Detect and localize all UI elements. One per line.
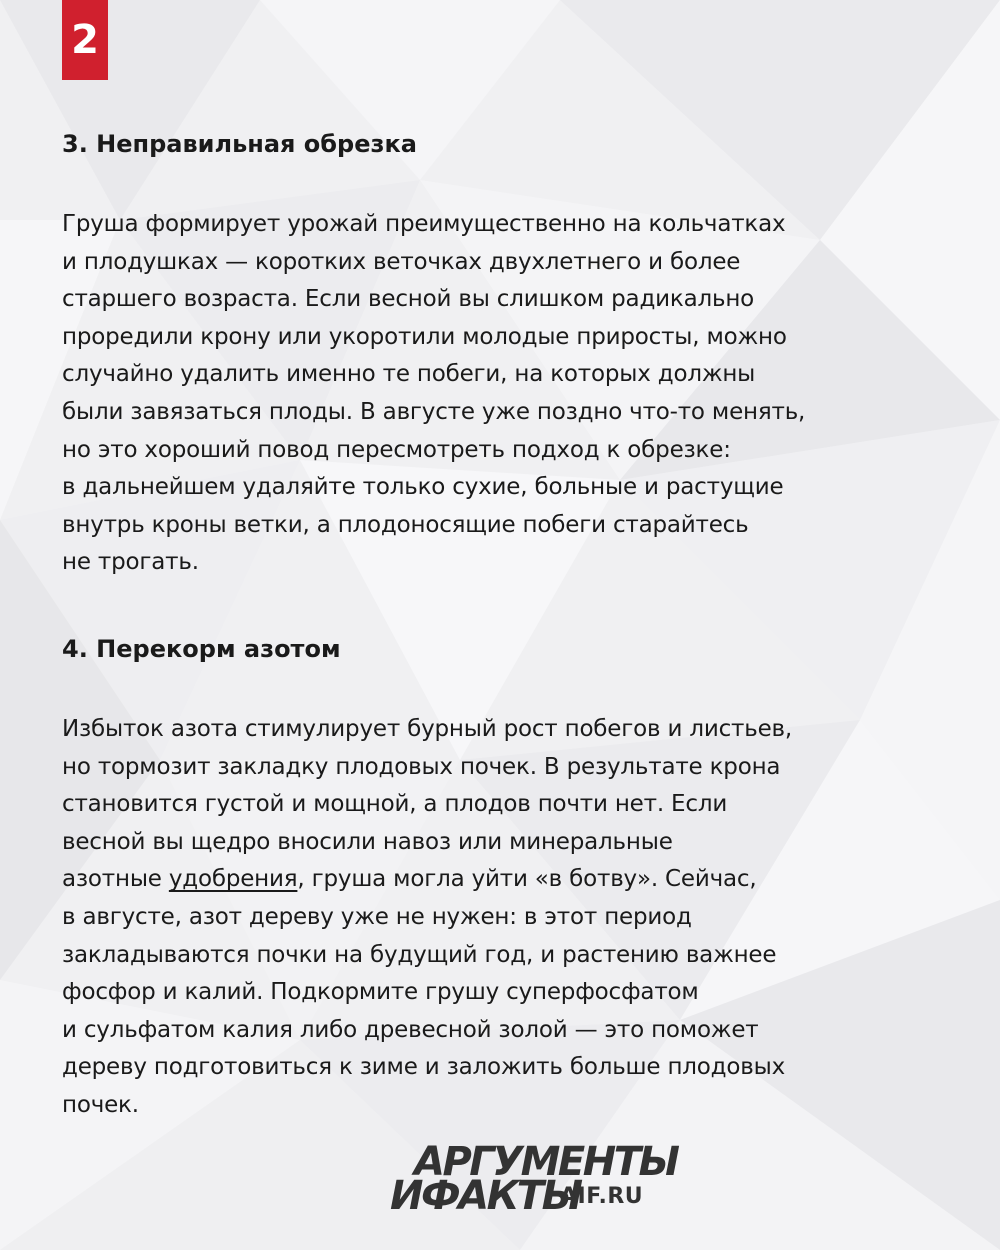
logo-line-argumenty: АРГУМЕНТЫ xyxy=(414,1139,678,1185)
section-heading-nitrogen: 4. Перекорм азотом xyxy=(62,634,341,663)
text-line: проредили крону или укоротили молодые приросты, можно xyxy=(62,323,787,350)
text-line: в августе, азот дереву уже не нужен: в этот период xyxy=(62,903,692,930)
text-line: весной вы щедро вносили навоз или минеральные xyxy=(62,828,673,855)
logo-site: AIF.RU xyxy=(560,1184,644,1209)
text-line: закладываются почки на будущий год, и растению важнее xyxy=(62,941,777,968)
text-line: но тормозит закладку плодовых почек. В результате крона xyxy=(62,753,781,780)
paragraph-pruning xyxy=(62,206,952,582)
text-line: в дальнейшем удаляйте только сухие, больные и растущие xyxy=(62,474,784,501)
logo-line-ifakty: ИФАКТЫ xyxy=(390,1173,581,1219)
text-line: Груша формирует урожай преимущественно на кольчатках xyxy=(62,211,786,237)
text-line: становится густой и мощной, а плодов почти нет. Если xyxy=(62,791,728,818)
paragraph-nitrogen xyxy=(62,711,952,1125)
section-heading-pruning: 3. Неправильная обрезка xyxy=(62,130,417,158)
text-line: и плодушках — коротких веточках двухлетнего и более xyxy=(62,248,741,275)
text-line: не трогать. xyxy=(62,549,199,576)
text-before-link: азотные xyxy=(62,866,169,893)
aif-logo xyxy=(390,1139,678,1220)
text-line: и сульфатом калия либо древесной золой — это поможет xyxy=(62,1016,759,1043)
text-line: дереву подготовиться к зиме и заложить больше плодовых xyxy=(62,1054,785,1081)
text-line: почек. xyxy=(62,1091,139,1118)
text-line: были завязаться плоды. В августе уже поздно что-то менять, xyxy=(62,398,806,425)
text-line: случайно удалить именно те побеги, на которых должны xyxy=(62,361,756,388)
text-after-link: , груша могла уйти «в ботву». Сейчас, xyxy=(297,866,757,893)
text-line: старшего возраста. Если весной вы слишком радикально xyxy=(62,286,755,313)
text-line-with-link xyxy=(62,861,952,899)
text-line: но это хороший повод пересмотреть подход к обрезке: xyxy=(62,436,731,463)
page-number-badge xyxy=(62,0,108,80)
article-body xyxy=(62,120,952,1124)
text-line: Избыток азота стимулирует бурный рост побегов и листьев, xyxy=(62,715,792,742)
page-number: 2 xyxy=(71,17,99,63)
text-line: внутрь кроны ветки, а плодоносящие побеги старайтесь xyxy=(62,511,749,538)
text-line: фосфор и калий. Подкормите грушу суперфосфатом xyxy=(62,979,699,1006)
fertilizer-link[interactable]: удобрения xyxy=(168,866,298,893)
